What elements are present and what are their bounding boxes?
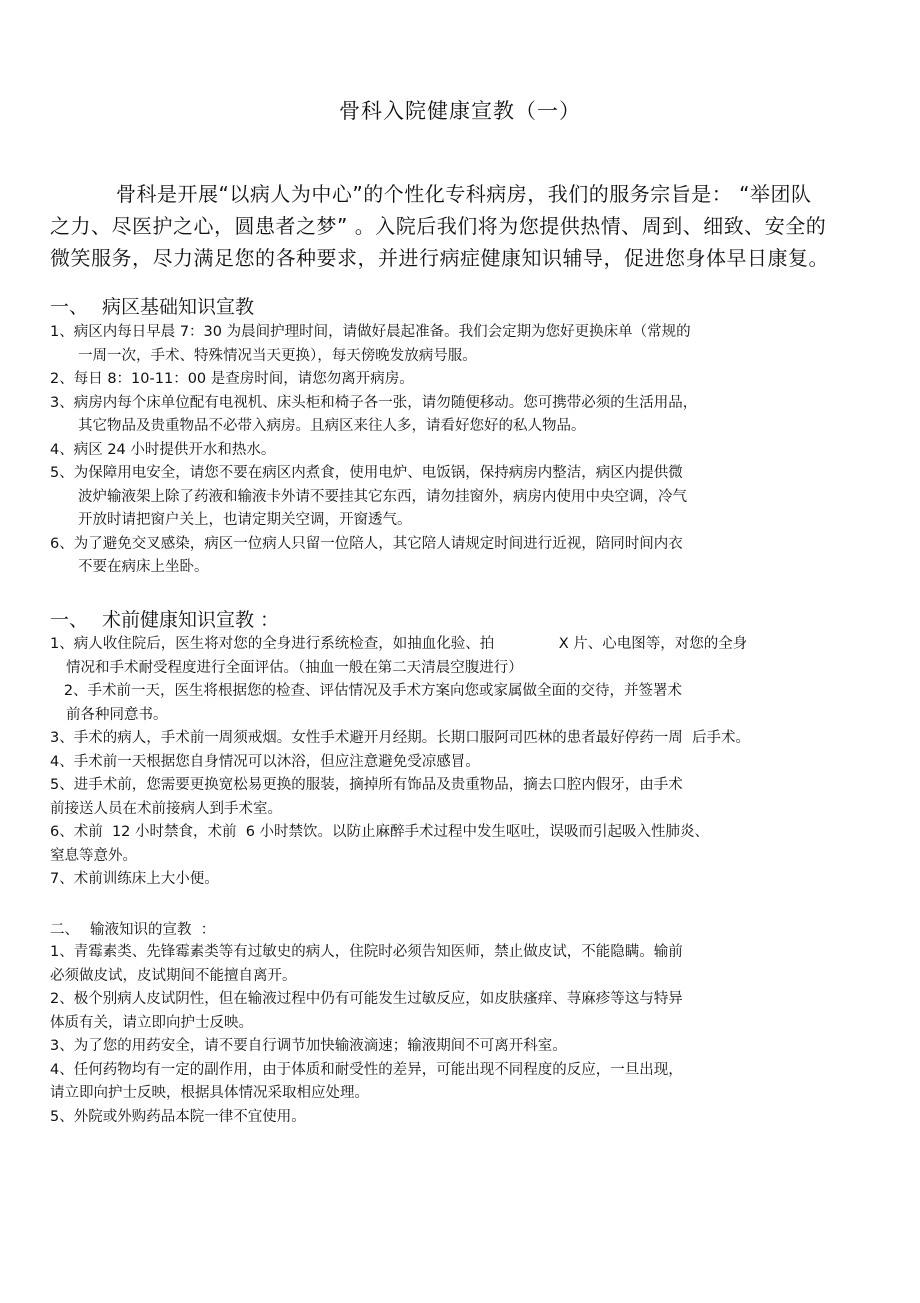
item-continuation: 请立即向护士反映，根据具体情况采取相应处理。 — [50, 1085, 369, 1101]
list-item — [50, 941, 870, 988]
list-item — [50, 321, 870, 368]
section-title: 输液知识的宣教 ： — [90, 922, 216, 938]
list-item — [50, 988, 870, 1035]
list-item — [50, 774, 870, 821]
section-number: 二、 — [50, 922, 79, 938]
list-item — [50, 392, 870, 439]
list-item — [50, 633, 870, 680]
section-items — [50, 633, 870, 892]
item-text: 5、外院或外购药品本院一律不宜使用。 — [50, 1108, 306, 1125]
intro-paragraph — [50, 178, 870, 274]
item-text: 1、青霉素类、先锋霉素类等有过敏史的病人，住院时必须告知医师，禁止做皮试，不能隐瞒。输前 — [50, 944, 683, 960]
list-item — [50, 462, 870, 533]
item-text: 6、为了避免交叉感染，病区一位病人只留一位陪人，其它陪人请规定时间进行近视，陪同时间内衣 — [50, 535, 683, 552]
item-continuation: 不要在病床上坐卧。 — [78, 559, 209, 575]
item-text: 3、手术的病人，手术前一周须戒烟。女性手术避开月经期。长期口服阿司匹林的患者最好停药一周 后手术。 — [50, 730, 750, 746]
item-continuation: 情况和手术耐受程度进行全面评估。（抽血一般在第二天清晨空腹进行） — [66, 659, 523, 676]
list-item — [50, 368, 870, 392]
list-item — [50, 727, 870, 751]
item-text: 4、手术前一天根据您自身情况可以沐浴，但应注意避免受凉感冒。 — [50, 753, 480, 770]
item-text: 5、进手术前，您需要更换宽松易更换的服装，摘掉所有饰品及贵重物品，摘去口腔内假牙，由手术 — [50, 777, 683, 793]
page-title: 骨科入院健康宣教（一） — [339, 99, 581, 123]
list-item — [50, 751, 870, 775]
item-continuation: 一周一次，手术、特殊情况当天更换），每天傍晚发放病号服。 — [78, 347, 477, 364]
item-text: 2、极个别病人皮试阴性，但在输液过程中仍有可能发生过敏反应，如皮肤瘙痒、荨麻疹等这与特异 — [50, 991, 683, 1007]
item-text: 5、为保障用电安全，请您不要在病区内煮食，使用电炉、电饭锅，保持病房内整洁，病区内提供微 — [50, 465, 683, 481]
list-item — [50, 439, 870, 463]
list-item — [50, 533, 870, 580]
list-item — [50, 868, 870, 892]
list-item — [50, 1059, 870, 1106]
list-item — [50, 1106, 870, 1130]
item-continuation: 窒息等意外。 — [50, 847, 137, 864]
intro-line: 微笑服务，尽力满足您的各种要求，并进行病症健康知识辅导，促进您身体早日康复。 — [50, 246, 829, 270]
item-text: 2、每日 8：10-11：00 是查房时间，请您勿离开病房。 — [50, 371, 414, 387]
item-continuation: 必须做皮试，皮试期间不能擅自离开。 — [50, 967, 297, 984]
list-item — [50, 680, 870, 727]
intro-line: 之力、尽医护之心，圆患者之梦” 。入院后我们将为您提供热情、周到、细致、安全的 — [50, 214, 827, 238]
section-items — [50, 941, 870, 1129]
item-continuation: 前接送人员在术前接病人到手术室。 — [50, 800, 282, 817]
section-title: 术前健康知识宣教 ： — [102, 609, 280, 631]
section-number: 一、 — [50, 609, 89, 631]
item-text: 1、病人收住院后，医生将对您的全身进行系统检查，如抽血化验、拍 X 片、心电图等，对您的全身 — [50, 636, 748, 652]
intro-line: 骨科是开展“以病人为中心”的个性化专科病房，我们的服务宗旨是： “举团队 — [116, 182, 812, 206]
section-title: 病区基础知识宣教 — [102, 296, 255, 318]
item-continuation: 波炉输液架上除了药液和输液卡外请不要挂其它东西，请勿挂窗外，病房内使用中央空调，冷气 — [78, 488, 687, 505]
list-item — [50, 821, 870, 868]
item-continuation: 前各种同意书。 — [66, 706, 168, 723]
item-text: 3、病房内每个床单位配有电视机、床头柜和椅子各一张，请勿随便移动。您可携带必须的生活用品， — [50, 394, 698, 411]
item-text: 3、为了您的用药安全，请不要自行调节加快输液滴速；输液期间不可离开科室。 — [50, 1038, 567, 1054]
section-number: 一、 — [50, 296, 89, 318]
item-text: 1、病区内每日早晨 7：30 为晨间护理时间，请做好晨起准备。我们会定期为您好更换床单（常规的 — [50, 324, 691, 340]
item-text: 4、任何药物均有一定的副作用，由于体质和耐受性的差异，可能出现不同程度的反应，一旦出现， — [50, 1061, 683, 1078]
item-text: 7、术前训练床上大小便。 — [50, 871, 219, 887]
section-heading — [50, 918, 215, 939]
item-text: 4、病区 24 小时提供开水和热水。 — [50, 441, 276, 458]
item-continuation: 开放时请把窗户关上，也请定期关空调，开窗透气。 — [78, 512, 412, 528]
item-text: 6、术前 12 小时禁食，术前 6 小时禁饮。以防止麻醉手术过程中发生呕吐，误吸而引起吸入性肺炎、 — [50, 824, 710, 840]
item-text: 2、手术前一天，医生将根据您的检查、评估情况及手术方案向您或家属做全面的交待，并签署术 — [50, 683, 683, 699]
item-continuation: 其它物品及贵重物品不必带入病房。且病区来往人多，请看好您好的私人物品。 — [78, 418, 586, 434]
list-item — [50, 1035, 870, 1059]
section-heading — [50, 605, 279, 632]
item-continuation: 体质有关，请立即向护士反映。 — [50, 1014, 253, 1031]
section-heading — [50, 292, 254, 319]
section-items — [50, 321, 870, 580]
